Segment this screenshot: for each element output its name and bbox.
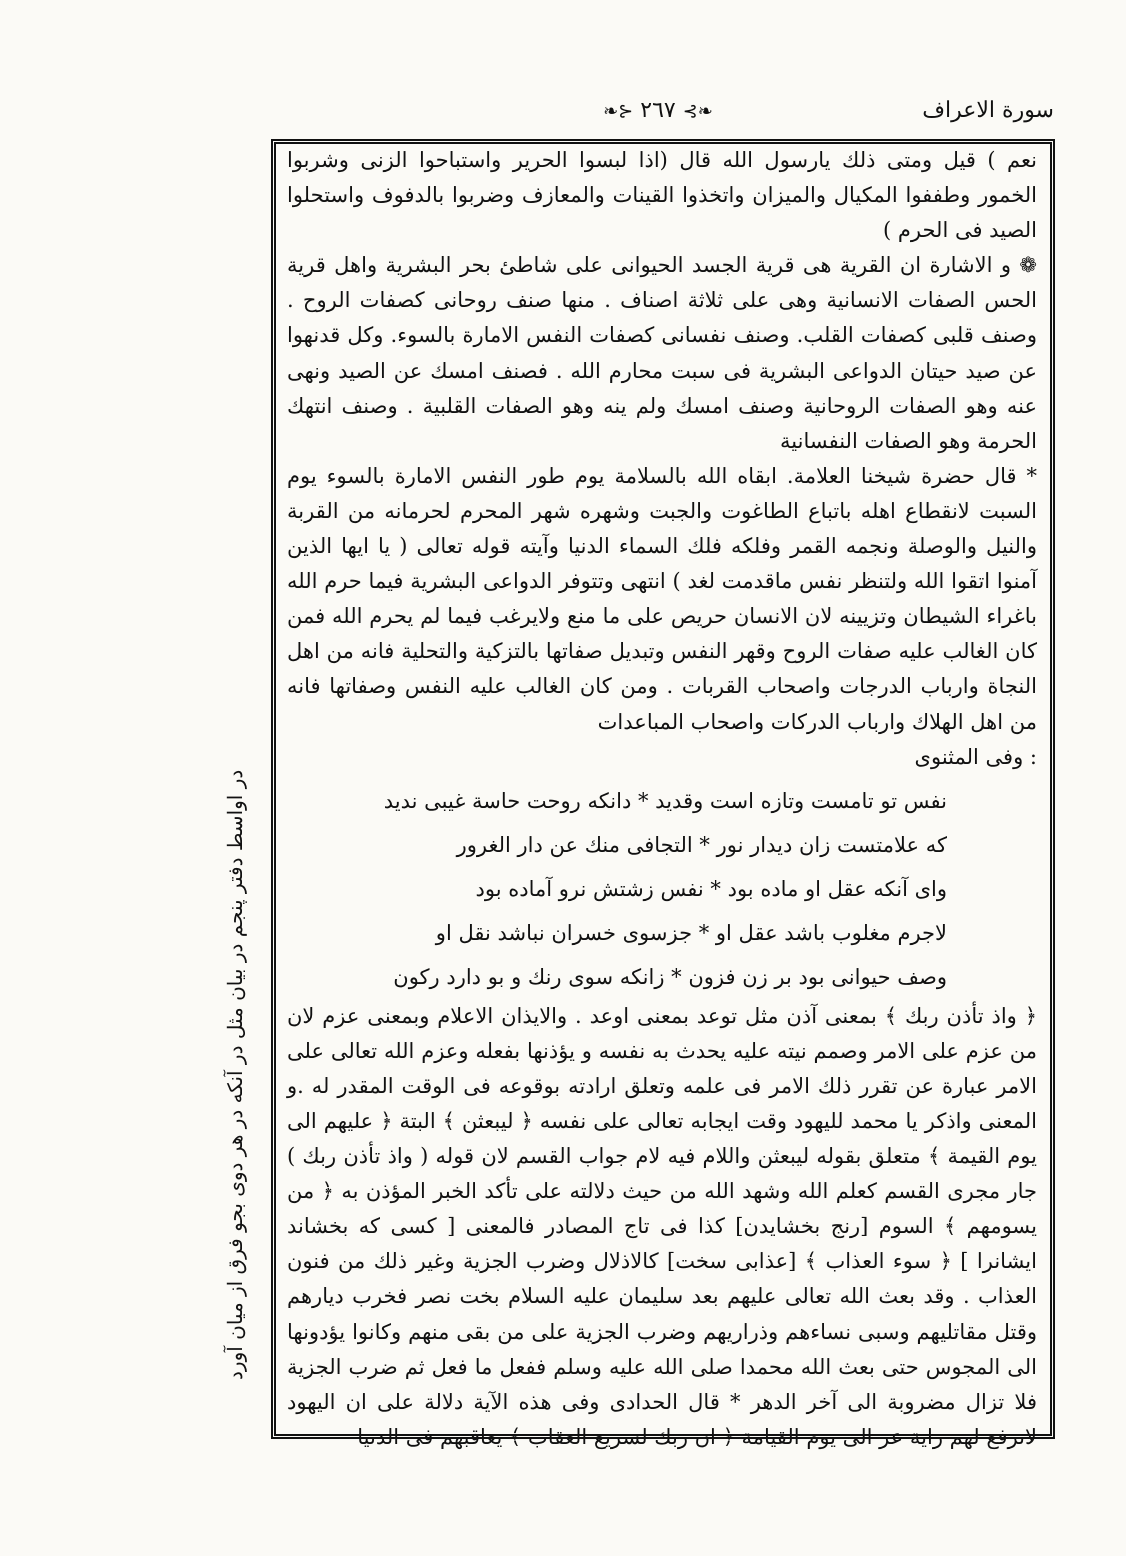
poem bbox=[287, 779, 987, 999]
poem-verse: واى آنكه عقل او ماده بود * نفس زشتش نرو آماده بود bbox=[475, 876, 947, 901]
margin-note: در اواسط دفتر پنجم در بيان مثل در آنكه در هر دوى بجو فرق از ميان آورد bbox=[223, 769, 247, 1380]
main-text bbox=[287, 143, 1037, 1449]
paragraph: : وفى المثنوى bbox=[914, 744, 1037, 769]
ornament-left-icon: ⊰❧ bbox=[603, 101, 634, 122]
paragraph: ❁ و الاشارة ان القرية هى قرية الجسد الحيوانى على شاطئ بحر البشرية واهل قرية الحس الصفات الانسانية وهى على ثلاثة اصناف . منها صنف روحانى كصفات الروح . وصنف قلبى كصفات القلب. وصنف نفسانى كصفات النفس الامارة بالسوء. وكل قدنهوا عن صيد حيتان الدواعى البشرية فى سبت محارم الله . فصنف امسك عن الصيد ونهى عنه وهو الصفات الروحانية وصنف امسك ولم ينه وهو الصفات القلبية . وصنف انتهك الحرمة وهو الصفات النفسانية bbox=[287, 253, 1037, 453]
poem-verse: لاجرم مغلوب باشد عقل او * جزسوى خسران نباشد نقل او bbox=[435, 920, 947, 945]
paragraph: نعم ) قيل ومتى ذلك يارسول الله قال (اذا لبسوا الحرير واستباحوا الزنى وشربوا الخمور وطففوا المكيال والميزان واتخذوا القينات والمعازف وضربوا بالدفوف واستحلوا الصيد فى الحرم ) bbox=[287, 148, 1037, 243]
poem-verse: نفس تو تامست وتازه است وقديد * دانكه روحت حاسة غيبى نديد bbox=[383, 788, 947, 813]
poem-verse: وصف حيوانى بود بر زن فزون * زانكه سوى رنك و بو دارد ركون bbox=[393, 964, 947, 989]
page-number: ٢٦٧ bbox=[640, 98, 676, 123]
page-header bbox=[262, 92, 1054, 130]
ornament-right-icon: ❧⊱ bbox=[682, 101, 713, 122]
paragraph: * قال حضرة شيخنا العلامة. ابقاه الله بالسلامة يوم طور النفس الامارة بالسوء يوم السبت لانقطاع اهله باتباع الطاغوت والجبت وشهره شهر المحرم لحرمانه من القربة والنيل والوصلة ونجمه القمر وفلكه فلك السماء الدنيا وآيته قوله تعالى ( يا ايها الذين آمنوا اتقوا الله ولتنظر نفس ماقدمت لغد ) انتهى وتتوفر الدواعى البشرية فيما حرم الله باغراء الشيطان وتزيينه لان الانسان حريص على ما منع ولايرغب فيما لم يحرم الله فمن كان الغالب عليه صفات الروح وقهر النفس وتبديل صفاتها بالتزكية والتحلية فانه من اهل النجاة وارباب الدرجات واصحاب القربات . ومن كان الغالب عليه النفس وصفاتها فانه من اهل الهلاك وارباب الدركات واصحاب المباعدات bbox=[287, 463, 1037, 734]
page-number-block bbox=[262, 92, 1054, 131]
paragraph: ﴿ واذ تأذن ربك ﴾ بمعنى آذن مثل توعد بمعنى اوعد . والايذان الاعلام وبمعنى عزم لان من عزم على الامر وصمم نيته عليه يحدث به نفسه و يؤذنها بفعله وعزم الله تعالى على الامر عبارة عن تقرر ذلك الامر فى علمه وتعلق ارادته بوقوعه فى الوقت المقدر له .و المعنى واذكر يا محمد لليهود وقت ايجابه تعالى على نفسه ﴿ ليبعثن ﴾ البتة ﴿ عليهم الى يوم القيمة ﴾ متعلق بقوله ليبعثن واللام فيه لام جواب القسم لان قوله ( واذ تأذن ربك ) جار مجرى القسم كعلم الله وشهد الله من حيث دلالته على تأكد الخبر المؤذن به ﴿ من يسومهم ﴾ السوم [رنج بخشايدن] كذا فى تاج المصادر فالمعنى [ كسى كه بخشاند ايشانرا ] ﴿ سوء العذاب ﴾ [عذابى سخت] كالاذلال وضرب الجزية وغير ذلك من فنون العذاب . وقد بعث الله تعالى عليهم بعد سليمان عليه السلام بخت نصر فخرب ديارهم وقتل مقاتليهم وسبى نساءهم وذراريهم وضرب الجزية على من بقى منهم وكانوا يؤدونها الى المجوس حتى بعث الله محمدا صلى الله عليه وسلم ففعل ما فعل ثم ضرب الجزية فلا تزال مضروبة الى آخر الدهر * قال الحدادى وفى هذه الآية دلالة على ان اليهود لاترفع لهم راية عز الى يوم القيامة ﴿ ان ربك لسريع العقاب ﴾ يعاقبهم فى الدنيا bbox=[287, 1003, 1037, 1449]
surah-name: سورة الاعراف bbox=[922, 98, 1054, 123]
poem-verse: كه علامتست زان ديدار نور * التجافى منك عن دار الغرور bbox=[456, 832, 947, 857]
